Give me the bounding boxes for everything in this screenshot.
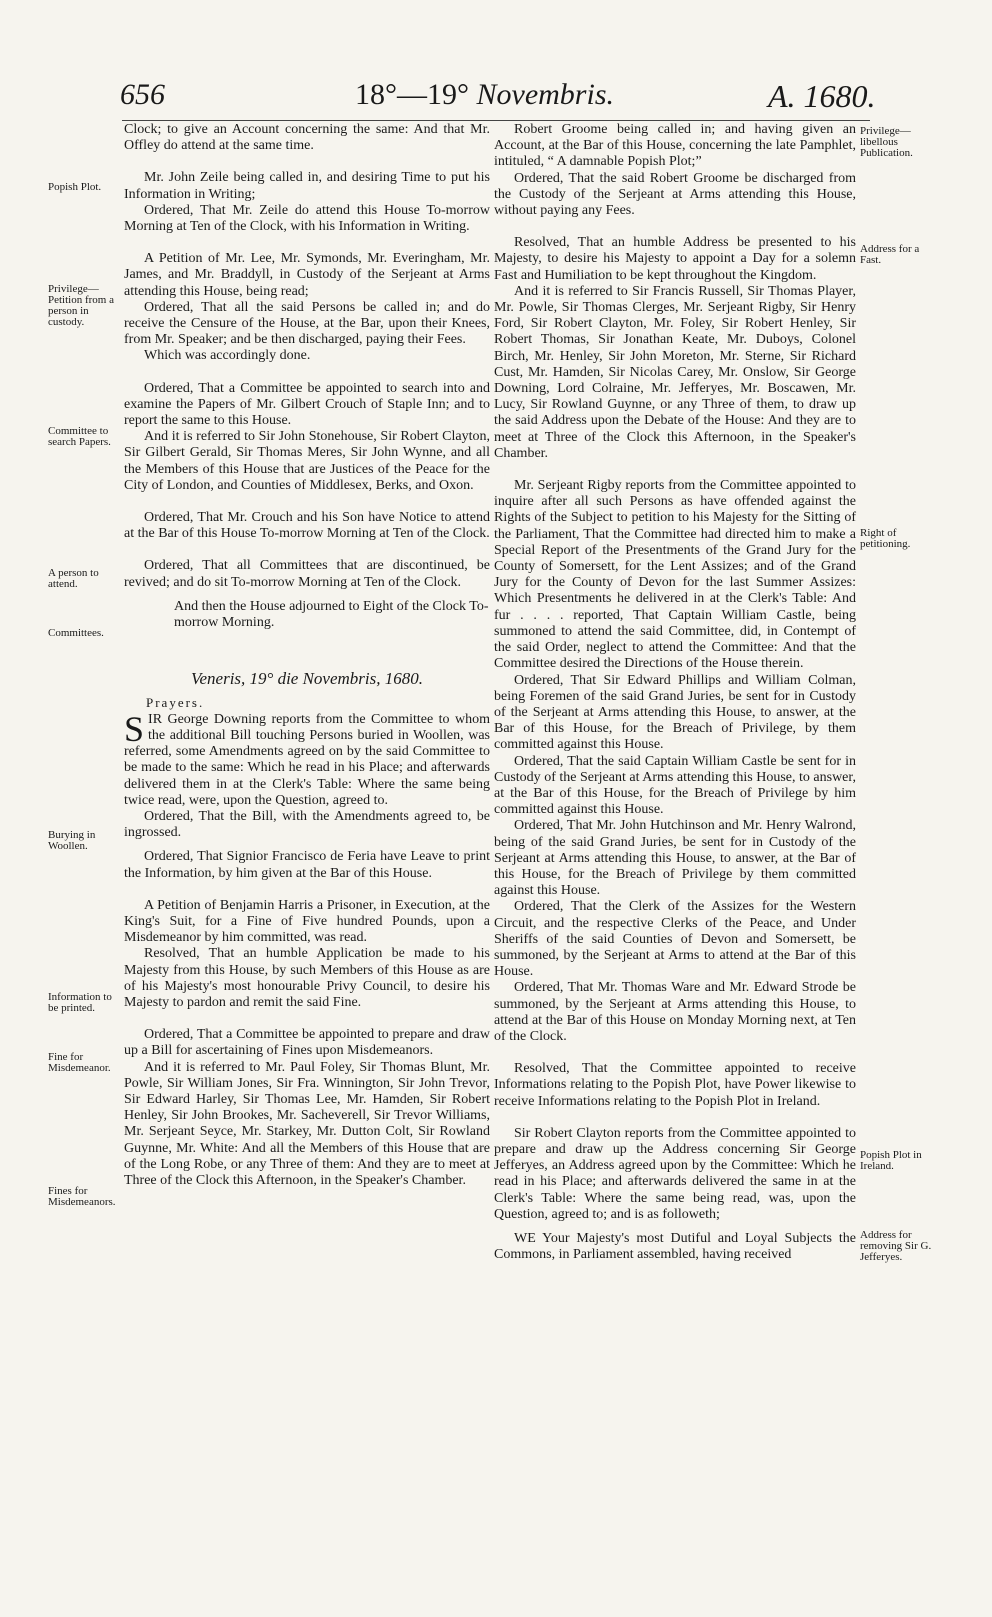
- paragraph: Ordered, That Sir Edward Phillips and William Colman, being Foremen of the said Grand Juries, be sent for in Custody of the Serjeant at Arms attending this House, to answer, at the Bar of this House, for the Breach of Privilege, by them committed against this House.: [494, 672, 856, 753]
- paragraph: Clock; to give an Account concerning the same: And that Mr. Offley do attend at the same time.: [124, 122, 490, 154]
- paragraph: IR George Downing reports from the Committee to whom the additional Bill touching Persons buried in Woollen, was referred, some Amendments agreed on by the said Committee to be made to the same: Which he read in his Place; and afterwards delivered them in at the Clerk's Table: Where the same being twice read, were, upon the Question, agreed to.: [124, 711, 490, 808]
- margin-note-right-petitioning: Right of petitioning.: [860, 527, 911, 550]
- paragraph: A Petition of Mr. Lee, Mr. Symonds, Mr. Everingham, Mr. James, and Mr. Braddyll, in Custody of the Serjeant at Arms attending this House, being read;: [124, 251, 490, 299]
- paragraph: Mr. Serjeant Rigby reports from the Committee appointed to inquire after all such Persons as have offended against the Rights of the Subject to petition to his Majesty for the Sitting of the Parliament, That the Committee had directed him to make a Special Report of the Presentments of the Grand Jury for the County of Somersett, for the Lent Assizes; and of the Grand Jury for the County of Devon for the last Summer Assizes: Which Presentments he delivered in at the Clerk's Table: And fur . . . . reported, That Captain William Castle, being summoned to attend the said Committee, did, in Contempt of the said Order, neglect to attend the Committee: And that the Committee desired the Directions of the House therein.: [494, 478, 856, 672]
- page-number: 656: [120, 78, 165, 111]
- margin-note-fine-misdemeanor: Fine for Misdemeanor.: [48, 1051, 111, 1074]
- paragraph: WE Your Majesty's most Dutiful and Loyal Subjects the Commons, in Parliament assembled, having received: [494, 1231, 856, 1263]
- margin-note-privilege-libellous: Privilege—libellous Publication.: [860, 125, 913, 159]
- margin-note-fines-misdemeanors: Fines for Misdemeanors.: [48, 1185, 116, 1208]
- right-column: [494, 122, 856, 1263]
- page-year: A. 1680.: [768, 78, 876, 114]
- paragraph: Robert Groome being called in; and having given an Account, at the Bar of this House, concerning the late Pamphlet, intituled, “ A damnable Popish Plot;”: [494, 122, 856, 170]
- paragraph: Resolved, That an humble Application be made to his Majesty from this House, by such Members of this House as are of his Majesty's most honourable Privy Council, to desire his Majesty to pardon and remit the said Fine.: [124, 946, 490, 1010]
- paragraph: Mr. John Zeile being called in, and desiring Time to put his Information in Writing;: [124, 170, 490, 202]
- margin-note-person-attend: A person to attend.: [48, 567, 99, 590]
- paragraph: Ordered, That all Committees that are discontinued, be revived; and do sit To-morrow Morning at Ten of the Clock.: [124, 558, 490, 590]
- paragraph: And it is referred to Sir John Stonehouse, Sir Robert Clayton, Sir Gilbert Gerald, Sir Thomas Meres, Sir John Wynne, and all the Members of this House that are Justices of the Peace for the City of London, and Counties of Middlesex, Berks, and Oxon.: [124, 429, 490, 493]
- margin-note-popish-plot-ireland: Popish Plot in Ireland.: [860, 1149, 922, 1172]
- adjournment-note: And then the House adjourned to Eight of the Clock To-morrow Morning.: [174, 598, 489, 631]
- margin-note-address-removing: Address for removing Sir G. Jefferyes.: [860, 1229, 932, 1263]
- header-rule: [122, 120, 870, 121]
- paragraph: Sir Robert Clayton reports from the Committee appointed to prepare and draw up the Address concerning Sir George Jefferyes, an Address agreed upon by the Committee: Which he read in his Place; and afterwards delivered the same in at the Clerk's Table: Where the same being read, was, upon the Question, agreed to; and is as followeth;: [494, 1125, 856, 1222]
- margin-note-address-fast: Address for a Fast.: [860, 243, 920, 266]
- paragraph: Ordered, That a Committee be appointed to search into and examine the Papers of Mr. Gilbert Crouch of Staple Inn; and to report the same to this House.: [124, 380, 490, 429]
- margin-note-burying-woollen: Burying in Woollen.: [48, 829, 96, 852]
- paragraph: Ordered, That Signior Francisco de Feria have Leave to print the Information, by him given at the Bar of this House.: [124, 849, 490, 881]
- margin-note-committees: Committees.: [48, 627, 104, 639]
- paragraph: Ordered, That Mr. Crouch and his Son have Notice to attend at the Bar of this House To-morrow Morning at Ten of the Clock.: [124, 510, 490, 542]
- paragraph: Which was accordingly done.: [144, 348, 311, 364]
- paragraph: Ordered, That the said Robert Groome be discharged from the Custody of the Serjeant at Arms attending this House, without paying any Fees.: [494, 170, 856, 219]
- paragraph: Ordered, That Mr. Thomas Ware and Mr. Edward Strode be summoned, by the Serjeant at Arms attending this House, to attend at the Bar of this House on Monday Morning next, at Ten of the Clock.: [494, 980, 856, 1044]
- prayers-heading: Prayers.: [146, 695, 205, 711]
- paragraph: Ordered, That a Committee be appointed to prepare and draw up a Bill for ascertaining of Fines upon Misdemeanors.: [124, 1027, 490, 1059]
- paragraph: Resolved, That an humble Address be presented to his Majesty, to desire his Majesty to appoint a Day for a solemn Fast and Humiliation to be kept throughout the Kingdom.: [494, 235, 856, 283]
- paragraph: Ordered, That the Bill, with the Amendments agreed to, be ingrossed.: [124, 808, 490, 841]
- paragraph: And it is referred to Mr. Paul Foley, Sir Thomas Blunt, Mr. Powle, Sir William Jones, Sir Fra. Winnington, Sir John Trevor, Sir Edward Harley, Sir Thomas Lee, Mr. Hamden, Sir Robert Henley, Sir John Brookes, Mr. Sacheverell, Sir Trevor Williams, Mr. Serjeant Seyce, Mr. Starkey, Mr. Dutton Colt, Sir Rowland Guynne, Mr. White: And all the Members of this House that are of the Long Robe, or any Three of them: And they are to meet at Three of the Clock this Afternoon, in the Speaker's Chamber.: [124, 1059, 490, 1188]
- left-column: [124, 122, 490, 1189]
- date-days: 18°—19°: [355, 78, 469, 111]
- page-date: [355, 78, 614, 112]
- day-heading: Veneris, 19° die Novembris, 1680.: [190, 669, 424, 689]
- paragraph: Ordered, That Mr. John Hutchinson and Mr. Henry Walrond, being of the said Grand Juries, be sent for in Custody of the Serjeant at Arms attending this House, to answer, at the Bar of this House, for the Breach of Privilege by them committed against this House.: [494, 818, 856, 899]
- margin-note-popish-plot: Popish Plot.: [48, 181, 102, 193]
- paragraph: Ordered, That the said Captain William Castle be sent for in Custody of the Serjeant at Arms attending this House, to answer, at the Bar of this House, for the Breach of Privilege by him committed against this House.: [494, 753, 856, 818]
- paragraph: A Petition of Benjamin Harris a Prisoner, in Execution, at the King's Suit, for a Fine of Five hundred Pounds, upon a Misdemeanor by him committed, was read.: [124, 897, 490, 946]
- drop-cap: S: [124, 708, 145, 749]
- paragraph: Ordered, That the Clerk of the Assizes for the Western Circuit, and the respective Clerks of the Peace, and Under Sheriffs of the said Counties of Devon and Somersett, be summoned, by the Serjeant at Arms to attend at the Bar of this House.: [494, 899, 856, 980]
- margin-note-privilege-petition: Privilege—Petition from a person in custody.: [48, 283, 114, 328]
- paragraph: And it is referred to Sir Francis Russell, Sir Thomas Player, Mr. Powle, Sir Thomas Clerges, Mr. Serjeant Rigby, Sir Henry Ford, Sir Robert Clayton, Mr. Foley, Sir Robert Henley, Sir Robert Thomas, Sir Jonathan Keate, Mr. Duboys, Colonel Birch, Mr. Henley, Sir John Moreton, Mr. Sterne, Sir Richard Cust, Mr. Hamden, Sir Nicolas Carey, Mr. Onslow, Sir George Downing, Lord Colraine, Mr. Jefferyes, Mr. Boscawen, Mr. Lucy, Sir Rowland Guynne, or any Three of them, to draw up the said Address upon the Debate of the House: And they are to meet at Three of the Clock this Afternoon, in the Speaker's Chamber.: [494, 283, 856, 461]
- paragraph: Ordered, That Mr. Zeile do attend this House To-morrow Morning at Ten of the Clock, with his Information in Writing.: [124, 202, 490, 235]
- paragraph: Resolved, That the Committee appointed to receive Informations relating to the Popish Plot, have Power likewise to receive Informations relating to the Popish Plot in Ireland.: [494, 1061, 856, 1109]
- date-month: Novembris.: [476, 78, 614, 111]
- margin-note-committee-search: Committee to search Papers.: [48, 425, 111, 448]
- margin-note-information-printed: Information to be printed.: [48, 991, 112, 1014]
- paragraph: Ordered, That all the said Persons be called in; and do receive the Censure of the House, at the Bar, upon their Knees, from Mr. Speaker; and be then discharged, paying their Fees.: [124, 299, 490, 348]
